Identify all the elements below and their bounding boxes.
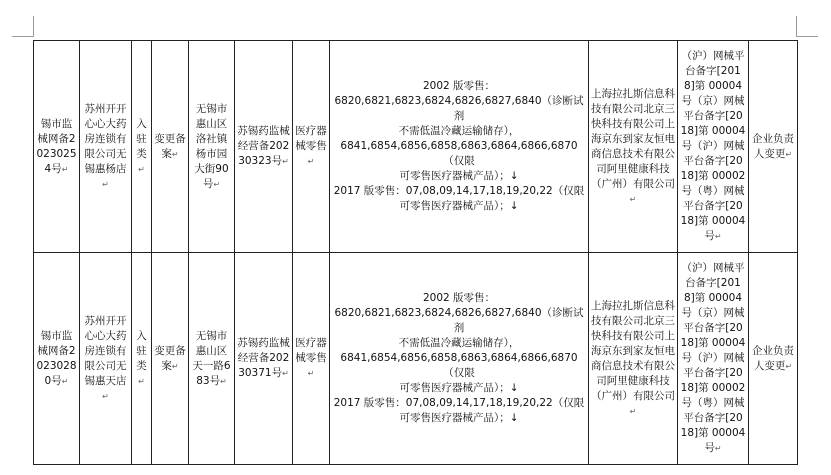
scope-line: 2002 版零售： (422, 292, 496, 304)
scope-line: 可零售医疗器械产品）；↓ (399, 382, 519, 394)
item-cell: 变更备案↵ (152, 253, 189, 465)
change-cell: 企业负责人变更↵ (749, 253, 798, 465)
scope-line: 可零售医疗器械产品）；↓ (399, 170, 519, 182)
scope-line: 不需低温冷藏运输储存）， (398, 125, 520, 137)
business-scope-cell (330, 253, 589, 465)
business-scope-cell (330, 41, 589, 253)
item-cell: 变更备案↵ (152, 41, 189, 253)
platform-records-cell: （沪）网械平台备字[2018]第 00004 号（京）网械平台备字[2018]第 00004 号（沪）网械平台备字[2018]第 00002 号（粤）网械平台备字[2018]第 00004 号↵ (678, 41, 749, 253)
scope-line: 2017 版零售：07,08,09,14,17,18,19,20,22（仅限 (333, 185, 585, 197)
registration-table (33, 40, 798, 465)
crop-mark (33, 16, 34, 37)
scope-line: 6820,6821,6823,6824,6826,6827,6840（诊断试剂 (334, 307, 584, 334)
scope-line: 6841,6854,6856,6858,6863,6864,6866,6870（仅限 (340, 140, 578, 167)
type-cell: 入驻类↵ (132, 41, 152, 253)
category-cell: 医疗器械零售↵ (293, 253, 330, 465)
scope-line: 2017 版零售：07,08,09,14,17,18,19,20,22（仅限 (333, 397, 585, 409)
license-cell: 苏锡药监械经营备20230371号↵ (235, 253, 293, 465)
table-row (34, 253, 798, 465)
scope-line: 2002 版零售： (422, 80, 496, 92)
crop-mark (12, 36, 34, 37)
scope-line: 可零售医疗器械产品）；↓ (399, 200, 519, 212)
category-cell: 医疗器械零售↵ (293, 41, 330, 253)
scope-line: 可零售医疗器械产品）；↓ (399, 412, 519, 424)
license-cell: 苏锡药监械经营备20230323号↵ (235, 41, 293, 253)
record-number-cell: 锡市监械网备20230254号↵ (34, 41, 80, 253)
scope-line: 6841,6854,6856,6858,6863,6864,6866,6870（仅限 (340, 352, 578, 379)
scope-line: 6820,6821,6823,6824,6826,6827,6840（诊断试剂 (334, 95, 584, 122)
address-cell: 无锡市惠山区洛社镇杨市园大街90号↵ (189, 41, 235, 253)
platform-records-cell: （沪）网械平台备字[2018]第 00004 号（京）网械平台备字[2018]第 00004 号（沪）网械平台备字[2018]第 00002 号（粤）网械平台备字[2018]第 00004 号↵ (678, 253, 749, 465)
crop-mark (796, 16, 797, 37)
platforms-cell: 上海拉扎斯信息科技有限公司北京三快科技有限公司上海京东到家友恒电商信息技术有限公司阿里健康科技（广州）有限公司 ↵ (589, 253, 678, 465)
crop-mark (796, 36, 818, 37)
table-row (34, 41, 798, 253)
type-cell: 入驻类↵ (132, 253, 152, 465)
platforms-cell: 上海拉扎斯信息科技有限公司北京三快科技有限公司上海京东到家友恒电商信息技术有限公司阿里健康科技（广州）有限公司 ↵ (589, 41, 678, 253)
record-number-cell: 锡市监械网备20230280号↵ (34, 253, 80, 465)
address-cell: 无锡市惠山区天一路683号↵ (189, 253, 235, 465)
company-cell: 苏州开开心心大药房连锁有限公司无锡惠天店↵ (80, 253, 132, 465)
change-cell: 企业负责人变更↵ (749, 41, 798, 253)
scope-line: 不需低温冷藏运输储存）， (398, 337, 520, 349)
company-cell: 苏州开开心心大药房连锁有限公司无锡惠杨店↵ (80, 41, 132, 253)
